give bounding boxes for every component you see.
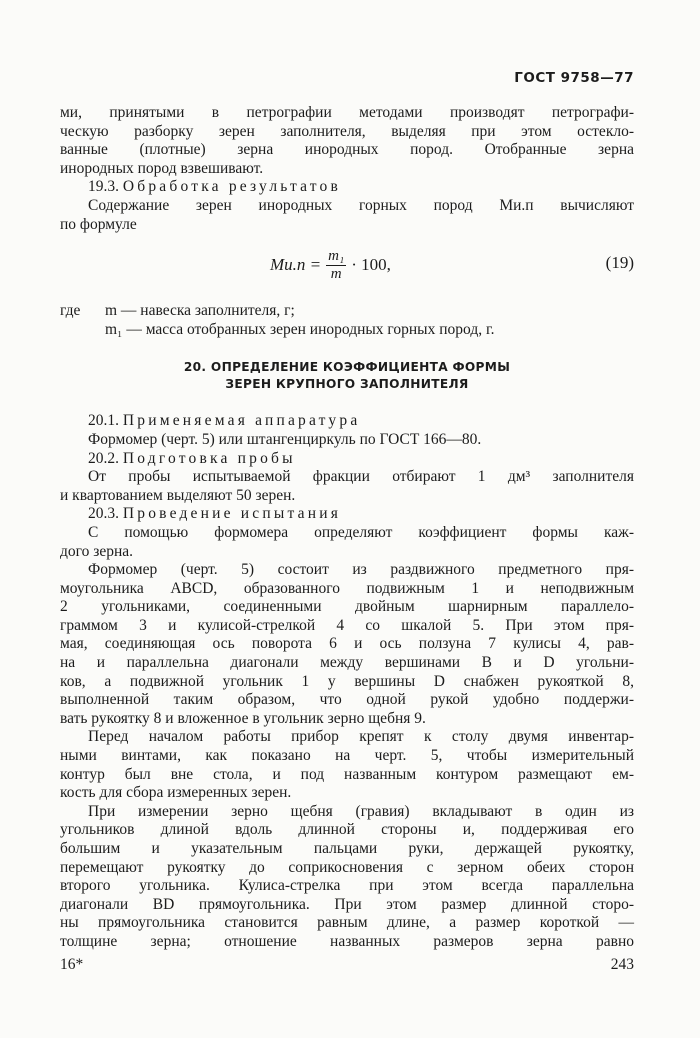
text-line: второго угольника. Кулиса-стрелка при этом всегда параллельна: [60, 877, 634, 895]
subsection-20-1: [60, 412, 634, 431]
text-line: С помощью формомера определяют коэффициент формы каж-: [88, 523, 634, 541]
text-line: ными винтами, как показано на черт. 5, чтобы измерительный: [60, 747, 634, 765]
signature-mark: 16*: [60, 956, 84, 973]
text-line: ны прямоугольника становится равным длине, а размер короткой —: [60, 914, 634, 932]
equation-number: (19): [605, 253, 634, 273]
page-header: ГОСТ 9758—77: [514, 70, 634, 86]
text-line: Формомер (черт. 5) состоит из раздвижного предметного пря-: [88, 561, 634, 579]
sample-prep-paragraph: [60, 468, 634, 505]
text-line: угольников длиной вдоль длинной стороны и, поддерживая его: [60, 821, 634, 839]
formula-fraction: [326, 248, 346, 283]
text-line: диагонали BD прямоугольника. При этом размер длинной сторо-: [60, 895, 634, 913]
text-line: по формуле: [60, 215, 137, 233]
subsection-20-3: [60, 505, 634, 524]
text-line: граммом 3 и кулисой-стрелкой 4 со шкалой 5. При этом пря-: [60, 616, 634, 634]
heading-line: ЗЕРЕН КРУПНОГО ЗАПОЛНИТЕЛЯ: [225, 376, 469, 391]
formula-lhs: Mи.п =: [270, 255, 322, 275]
legend-row: [60, 302, 634, 321]
formula-intro: [60, 197, 634, 234]
text-line: моугольника ABCD, образованного подвижным 1 и неподвижным: [60, 579, 634, 597]
formula-19: [60, 240, 634, 298]
continued-paragraph: [60, 104, 634, 178]
legend-lead: где: [60, 302, 81, 320]
legend-text: m₁ — масса отобранных зерен инородных горных пород, г.: [105, 320, 495, 338]
section-20-heading: [60, 359, 634, 392]
variable-legend: [60, 302, 634, 339]
text-line: При измерении зерно щебня (гравия) вкладывают в один из: [88, 802, 634, 820]
text-line: Перед началом работы прибор крепят к столу двумя инвентар-: [88, 728, 634, 746]
text-line: Формомер (черт. 5) или штангенциркуль по ГОСТ 166—80.: [88, 430, 482, 448]
legend-text: m — навеска заполнителя, г;: [105, 302, 295, 320]
text-line: Содержание зерен инородных горных пород Mи.п вычисляют: [88, 196, 634, 214]
text-line: мая, соединяющая ось поворота 6 и ось ползуна 7 кулисы 4, рав-: [60, 635, 634, 653]
text-line: толщине зерна; отношение названных размеров зерна равно: [60, 932, 634, 950]
text-line: перемещают рукоятку до соприкосновения с зерном обеих сторон: [60, 858, 634, 876]
subsection-number: 20.2.: [88, 449, 119, 467]
page-body: [60, 104, 634, 952]
text-line: ческую разборку зерен заполнителя, выделяя при этом остекло-: [60, 122, 634, 140]
text-line: ков, а подвижной угольник 1 у вершины D снабжен рукояткой 8,: [60, 672, 634, 690]
text-line: кость для сбора измеренных зерен.: [60, 784, 292, 802]
text-line: и квартованием выделяют 50 зерен.: [60, 486, 296, 504]
formula-rhs: · 100,: [351, 255, 391, 275]
subsection-number: 20.3.: [88, 505, 119, 523]
paragraph-mounting: [60, 728, 634, 802]
text-line: дого зерна.: [60, 542, 134, 560]
text-line: вать рукоятку 8 и вложенное в угольник зерно щебня 9.: [60, 709, 426, 727]
text-line: выполненной таким образом, что одной рукой удобно поддержи-: [60, 691, 634, 709]
legend-lead: [60, 321, 105, 340]
document-page: [60, 0, 634, 1038]
subsection-19-3: [60, 178, 634, 197]
text-line: инородных пород взвешивают.: [60, 159, 264, 177]
text-line: ми, принятыми в петрографии методами производят петрографи-: [60, 104, 634, 121]
subsection-title: Проведение испытания: [122, 505, 342, 523]
text-line: контур был вне стола, и под названным контуром размещают ем-: [60, 765, 634, 783]
formula-expression: [270, 248, 391, 283]
subsection-title: Обработка результатов: [122, 178, 342, 196]
formula-numerator: m₁: [328, 248, 345, 265]
text-line: 2 угольниками, соединенными двойным шарнирным параллело-: [60, 598, 634, 616]
paragraph-shape-factor: [60, 524, 634, 561]
subsection-title: Применяемая аппаратура: [122, 412, 361, 430]
paragraph-measurement: [60, 803, 634, 952]
subsection-20-2: [60, 450, 634, 469]
subsection-title: Подготовка пробы: [122, 449, 296, 467]
subsection-number: 20.1.: [88, 412, 119, 430]
subsection-number: 19.3.: [88, 178, 119, 196]
text-line: на и параллельна диагонали между вершинами B и D угольни-: [60, 654, 634, 672]
heading-line: 20. ОПРЕДЕЛЕНИЕ КОЭФФИЦИЕНТА ФОРМЫ: [183, 360, 511, 375]
formula-denominator: m: [330, 266, 342, 283]
paragraph-device-description: [60, 561, 634, 728]
text-line: большим и указательным пальцами руки, держащей рукоятку,: [60, 840, 634, 857]
page-number: 243: [610, 956, 634, 973]
text-line: От пробы испытываемой фракции отбирают 1 дм³ заполнителя: [88, 468, 634, 486]
text-line: ванные (плотные) зерна инородных пород. Отобранные зерна: [60, 141, 634, 159]
legend-row: [60, 321, 634, 340]
